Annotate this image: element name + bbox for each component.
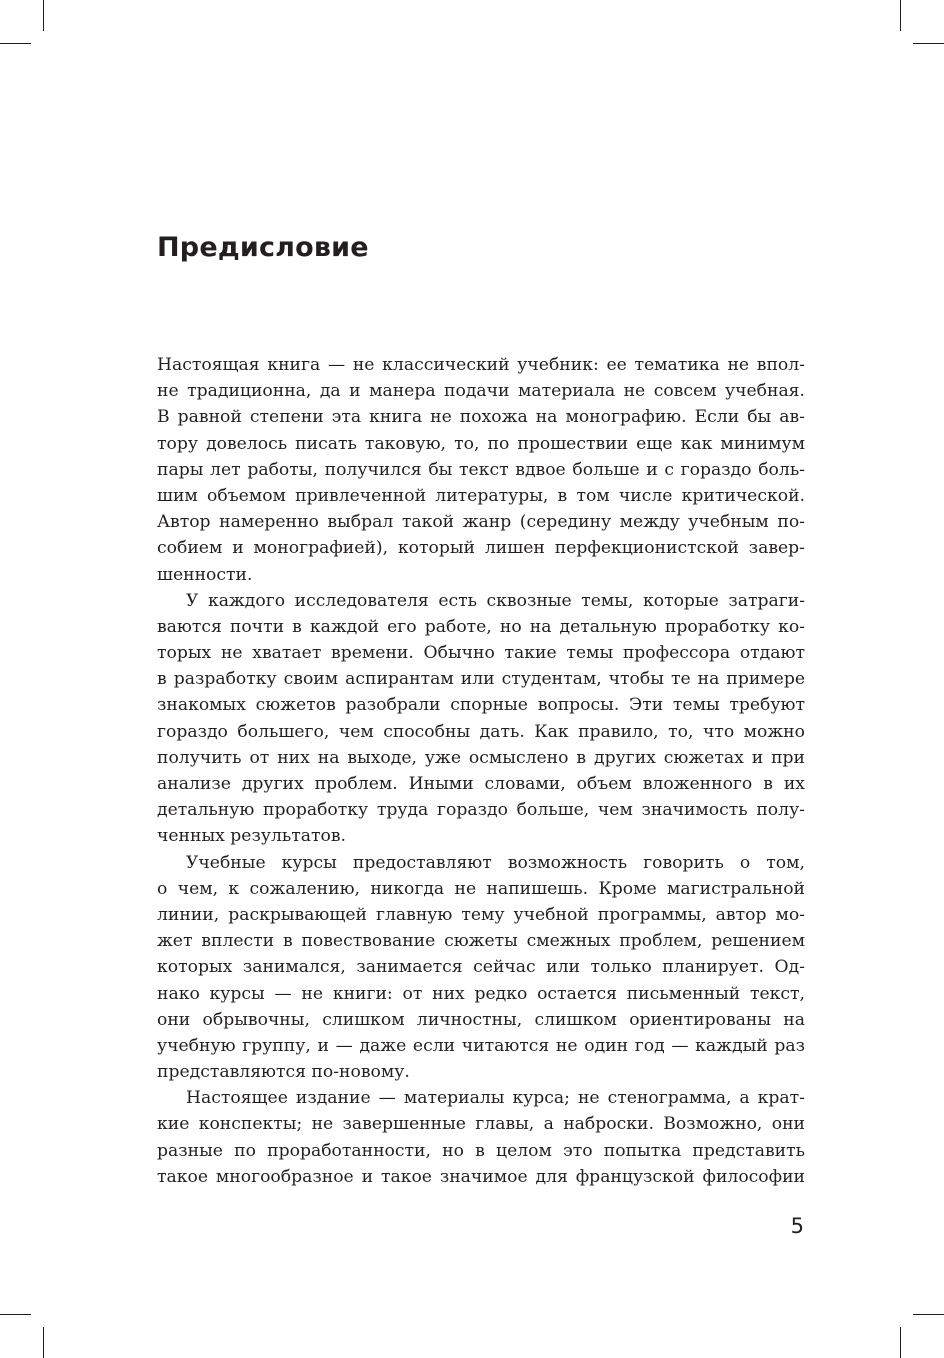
paragraph <box>157 1085 805 1190</box>
text-line: нако курсы — не книги: от них редко остается письменный текст, <box>157 983 805 1004</box>
body-text <box>157 352 805 1190</box>
text-line: анализе других проблем. Иными словами, объем вложенного в их <box>157 774 805 794</box>
crop-mark-bottom-left-horizontal <box>0 1314 31 1315</box>
text-line: торых не хватает времени. Обычно такие темы профессора отдают <box>157 643 805 664</box>
text-line: разные по проработанности, но в целом это попытка представить <box>157 1140 805 1161</box>
text-line: учебную группу, и — даже если читаются не один год — каждый раз <box>157 1035 805 1056</box>
text-line: пары лет работы, получился бы текст вдвое больше и с гораздо боль- <box>157 459 805 480</box>
text-line: представляются по-новому. <box>157 1062 410 1083</box>
text-line: У каждого исследователя есть сквозные темы, которые затраги- <box>186 590 805 611</box>
page-number: 5 <box>790 1214 804 1238</box>
text-line: Настоящее издание — материалы курса; не стенограмма, а крат- <box>186 1088 805 1109</box>
text-line: они обрывочны, слишком личностны, слишком ориентированы на <box>157 1009 805 1030</box>
paragraph <box>157 850 805 1086</box>
text-line: о чем, к сожалению, никогда не напишешь. Кроме магистральной <box>157 878 805 899</box>
crop-mark-top-left-horizontal <box>0 43 31 44</box>
text-line: гораздо большего, чем способны дать. Как правило, то, что можно <box>157 721 805 742</box>
text-line: Учебные курсы предоставляют возможность говорить о том, <box>186 852 805 873</box>
text-line: тору довелось писать таковую, то, по прошествии еще как минимум <box>157 433 805 454</box>
text-line: ченных результатов. <box>157 826 346 847</box>
crop-mark-bottom-left-vertical <box>43 1327 44 1358</box>
text-line: детальную проработку труда гораздо больше, чем значимость полу- <box>157 800 805 821</box>
text-line: ваются почти в каждой его работе, но на детальную проработку ко- <box>157 616 805 637</box>
text-line: не традиционна, да и манера подачи материала не совсем учебная. <box>157 381 805 402</box>
text-line: кие конспекты; не завершенные главы, а наброски. Возможно, они <box>157 1114 805 1135</box>
text-line: шенности. <box>157 564 253 585</box>
text-line: такое многообразное и такое значимое для французской философии <box>157 1166 805 1187</box>
text-line: жет вплести в повествование сюжеты смежных проблем, решением <box>157 931 805 952</box>
crop-mark-top-right-vertical <box>900 0 901 31</box>
text-line: собием и монографией), который лишен перфекционистской завер- <box>157 538 805 559</box>
text-line: Настоящая книга — не классический учебник: ее тематика не впол- <box>157 355 805 375</box>
crop-mark-bottom-right-vertical <box>900 1327 901 1358</box>
crop-mark-top-right-horizontal <box>913 43 944 44</box>
text-line: линии, раскрывающей главную тему учебной программы, автор мо- <box>157 904 805 925</box>
crop-mark-top-left-vertical <box>43 0 44 31</box>
paragraph <box>157 352 805 588</box>
text-line: в разработку своим аспирантам или студентам, чтобы те на примере <box>157 669 805 690</box>
text-line: получить от них на выходе, уже осмыслено в других сюжетах и при <box>157 747 805 768</box>
crop-mark-bottom-right-horizontal <box>913 1314 944 1315</box>
text-line: В равной степени эта книга не похожа на монографию. Если бы ав- <box>157 407 805 428</box>
text-line: которых занимался, занимается сейчас или только планирует. Од- <box>157 957 805 978</box>
text-line: шим объемом привлеченной литературы, в том числе критической. <box>157 485 805 506</box>
text-line: Автор намеренно выбрал такой жанр (середину между учебным по- <box>157 512 805 533</box>
text-line: знакомых сюжетов разобрали спорные вопросы. Эти темы требуют <box>157 695 805 716</box>
page-title: Предисловие <box>157 232 369 263</box>
paragraph <box>157 588 805 850</box>
